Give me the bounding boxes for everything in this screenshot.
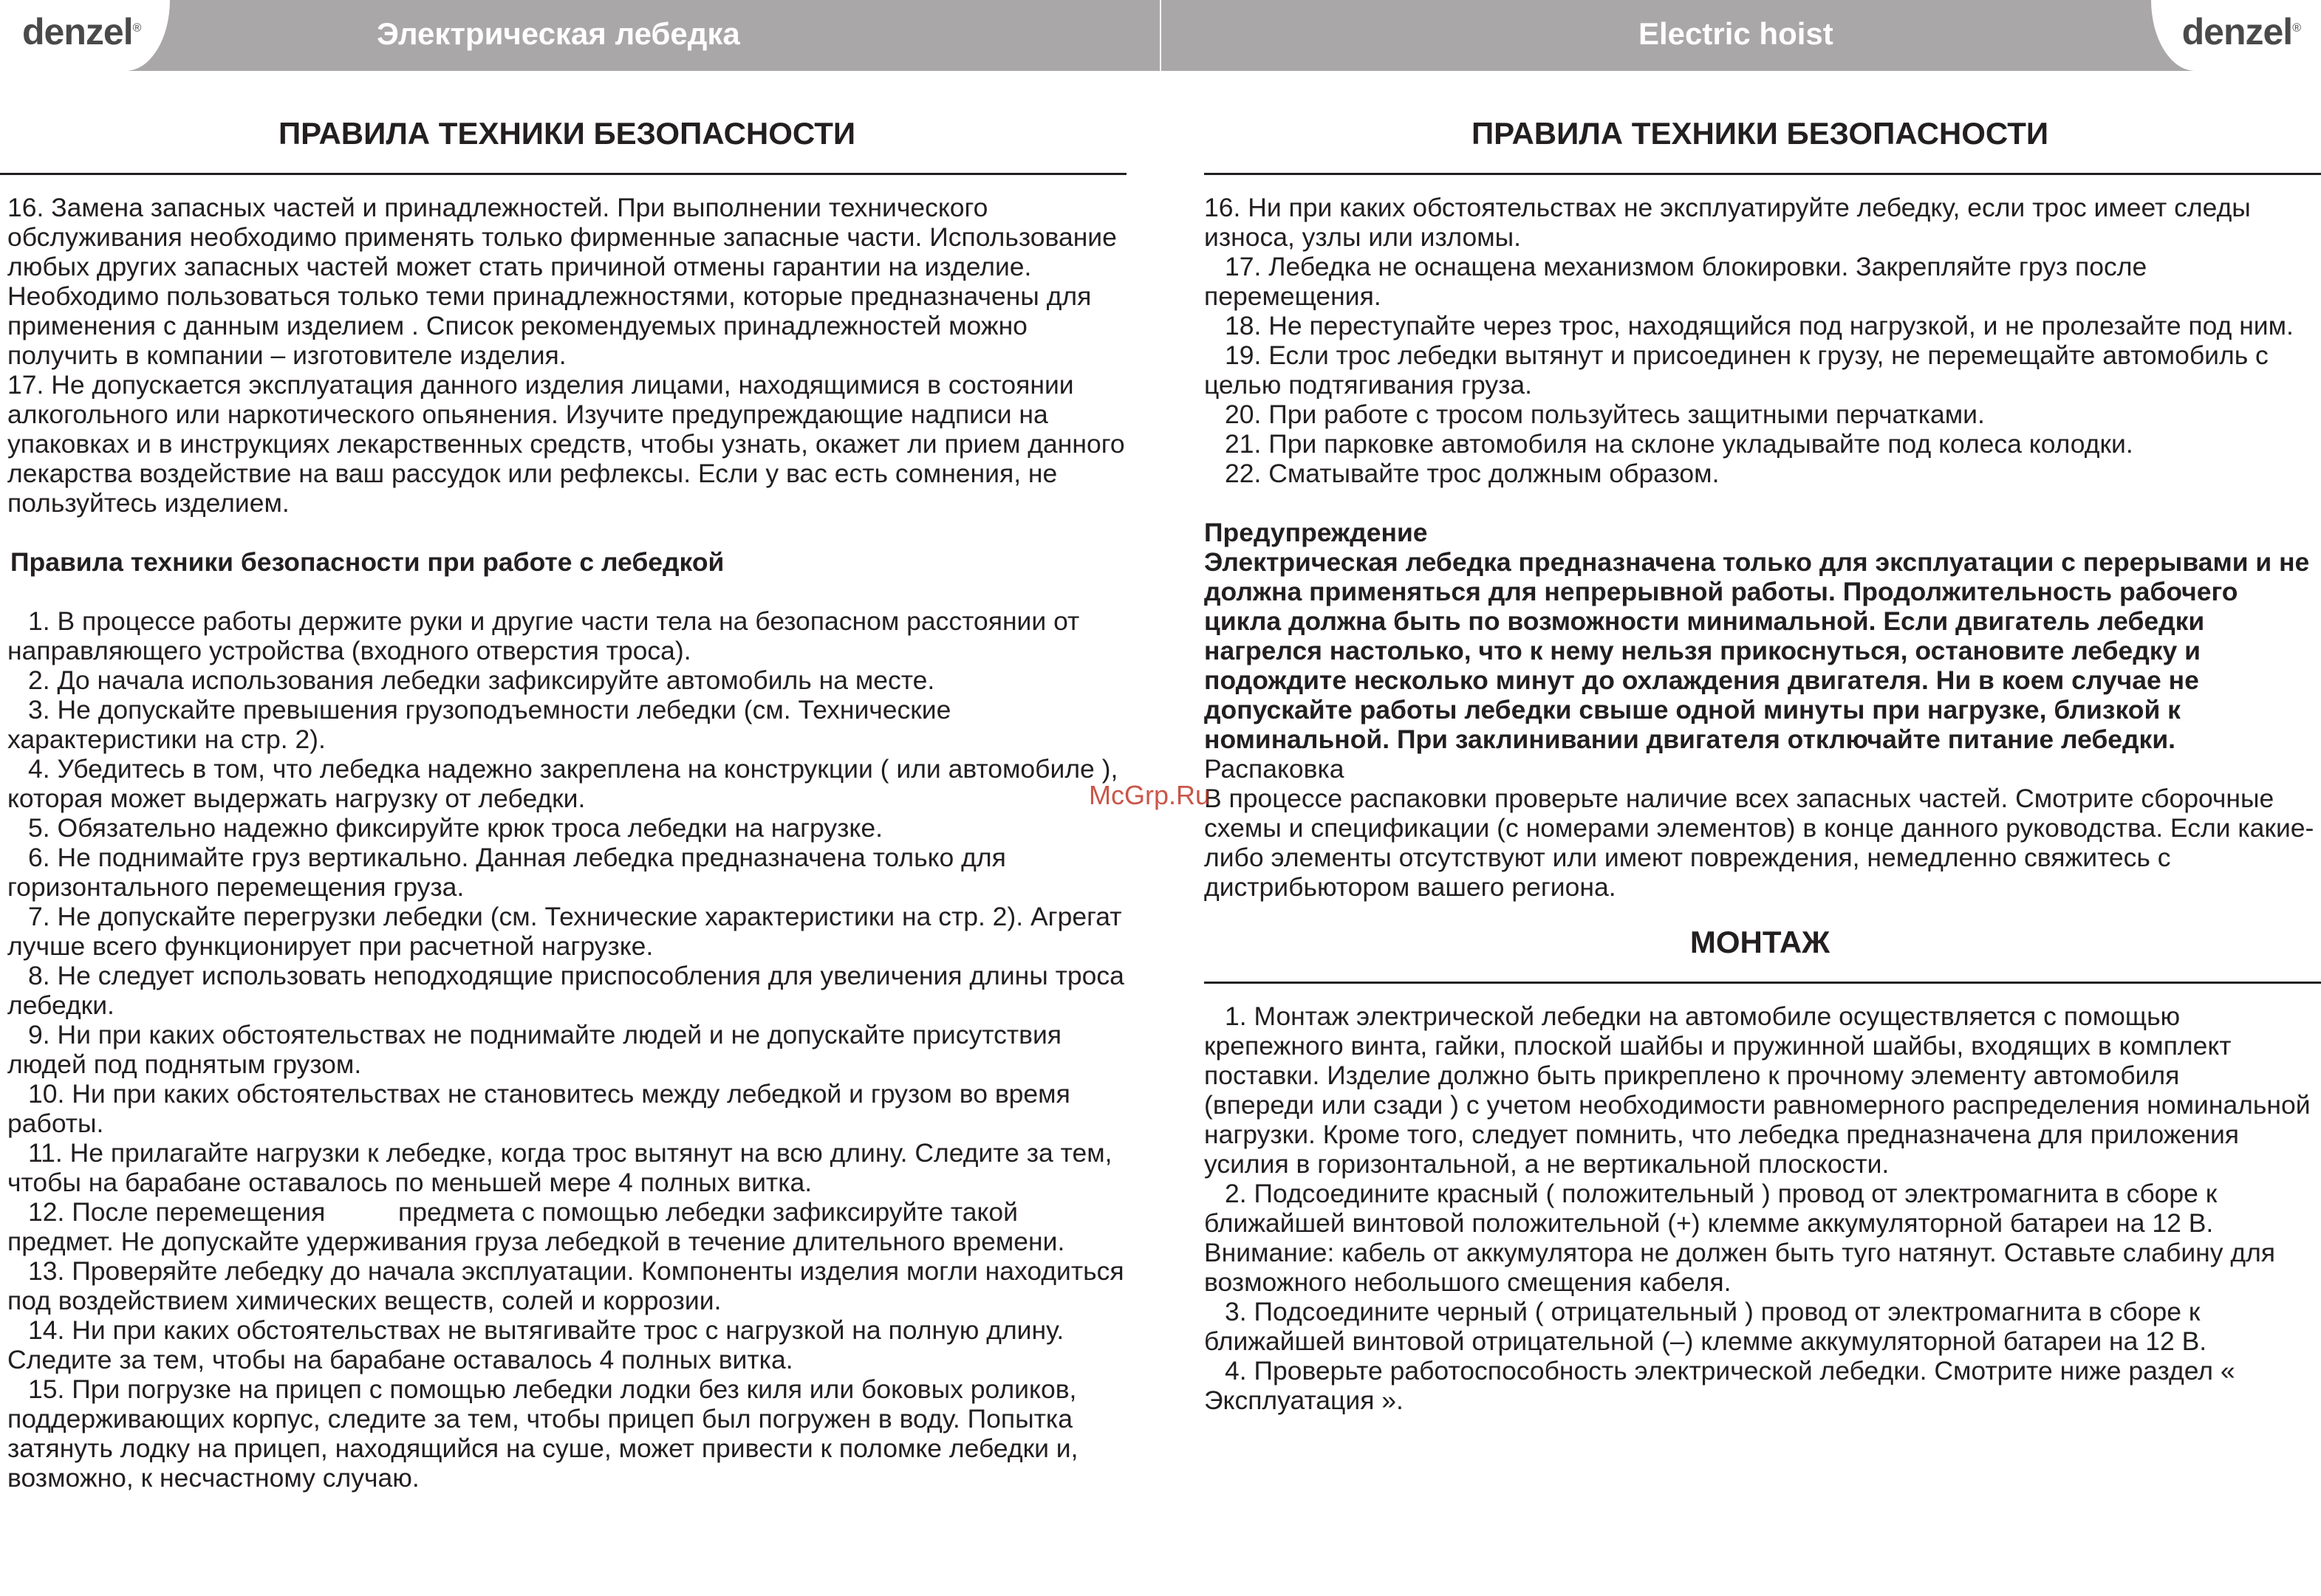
list-item: 17. Лебедка не оснащена механизмом блокировки. Закрепляйте груз после перемещения.: [1204, 252, 2147, 311]
header-band-left: [0, 0, 1160, 71]
left-column: [7, 111, 1127, 1493]
winch-safety-subheading: Правила техники безопасности при работе с лебедкой: [10, 547, 725, 577]
right-section-title: ПРАВИЛА ТЕХНИКИ БЕЗОПАСНОСТИ: [1471, 116, 2049, 151]
list-item: (впереди или сзади ) с учетом необходимости равномерного распределения номинальной нагрузки. Кроме того, следует помнить, что лебедка предназначена для приложения усилия в горизонтальной, а не вертикальной плоскости.: [1204, 1090, 2311, 1179]
denzel-logo-right: denzel®: [2181, 11, 2300, 52]
paragraph-17: 17. Не допускается эксплуатация данного изделия лицами, находящимися в состоянии алкогольного или наркотического опьянения. Изучите предупреждающие надписи на упаковках и в инструкциях лекарственных средств, чтобы узнать, окажет ли прием данного лекарства воздействие на ваш рассудок или рефлексы. Если у вас есть сомнения, не пользуйтесь изделием.: [7, 370, 1125, 518]
list-item: 21. При парковке автомобиля на склоне укладывайте под колеса колодки.: [1225, 429, 2133, 459]
list-item: 11. Не прилагайте нагрузки к лебедке, когда трос вытянут на всю длину. Следите за тем, чтобы на барабане оставалось по меньшей мере 4 полных витка.: [7, 1138, 1112, 1197]
list-item: 16. Ни при каких обстоятельствах не эксплуатируйте лебедку, если трос имеет следы износа, узлы или изломы.: [1204, 193, 2251, 252]
montage-body: [1204, 1001, 2316, 1415]
list-item: 10. Ни при каких обстоятельствах не становитесь между лебедкой и грузом во время работы.: [7, 1079, 1070, 1138]
list-item: 4. Проверьте работоспособность электрической лебедки. Смотрите ниже раздел « Эксплуатация ».: [1204, 1356, 2235, 1415]
list-item: 6. Не поднимайте груз вертикально. Данная лебедка предназначена только для горизонтального перемещения груза.: [7, 843, 1006, 902]
left-divider: [0, 173, 1127, 175]
list-item: 18. Не переступайте через трос, находящийся под нагрузкой, и не пролезайте под ним.: [1225, 311, 2294, 340]
unpacking-text: В процессе распаковки проверьте наличие всех запасных частей. Смотрите сборочные схемы и спецификации (с номерами элементов) в конце данного руководства. Если какие-либо элементы отсутствуют или имеют повреждения, немедленно свяжитесь с дистрибьютором вашего региона.: [1204, 784, 2314, 902]
montage-divider: [1204, 982, 2321, 984]
logo-left: [0, 0, 170, 71]
right-divider: [1204, 173, 2321, 175]
left-body: [7, 193, 1127, 1493]
left-section-title: ПРАВИЛА ТЕХНИКИ БЕЗОПАСНОСТИ: [278, 116, 856, 151]
list-item: 19. Если трос лебедки вытянут и присоединен к грузу, не перемещайте автомобиль с целью подтягивания груза.: [1204, 340, 2269, 400]
unpacking-heading: Распаковка: [1204, 754, 1344, 784]
warning-heading: Предупреждение: [1204, 518, 1428, 547]
right-column: [1204, 111, 2316, 1415]
list-item: 1. Монтаж электрической лебедки на автомобиле осуществляется с помощью крепежного винта, гайки, плоской шайбы и пружинной шайбы, входящих в комплект поставки. Изделие должно быть прикреплено к прочному элементу автомобиля: [1204, 1001, 2232, 1090]
list-item: 7. Не допускайте перегрузки лебедки (см. Технические характеристики на стр. 2). Агрегат лучше всего функционирует при расчетной нагрузке.: [7, 902, 1122, 961]
list-item: 12. После перемещения предмета с помощью лебедки зафиксируйте такой предмет. Не допускайте удерживания груза лебедкой в течение длительного времени.: [7, 1197, 1065, 1256]
header-title-right: Electric hoist: [1638, 16, 1833, 51]
list-item: 9. Ни при каких обстоятельствах не поднимайте людей и не допускайте присутствия людей под поднятым грузом.: [7, 1020, 1062, 1079]
list-item: 4. Убедитесь в том, что лебедка надежно закреплена на конструкции ( или автомобиле ), которая может выдержать нагрузку от лебедки.: [7, 754, 1118, 813]
list-item: 15. При погрузке на прицеп с помощью лебедки лодки без киля или боковых роликов, поддерживающих корпус, следите за тем, чтобы прицеп был погружен в воду. Попытка затянуть лодку на прицеп, находящийся на суше, может привести к поломке лебедки и, возможно, к несчастному случаю.: [7, 1374, 1079, 1493]
header-band-right: [1161, 0, 2321, 71]
list-item: 14. Ни при каких обстоятельствах не вытягивайте трос с нагрузкой на полную длину. Следите за тем, чтобы на барабане оставалось 4 полных витка.: [7, 1315, 1064, 1374]
list-item: 20. При работе с тросом пользуйтесь защитными перчатками.: [1225, 400, 1985, 429]
logo-right: [2151, 0, 2321, 71]
list-item: 2. Подсоедините красный ( положительный ) провод от электромагнита в сборе к ближайшей винтовой положительной (+) клемме аккумуляторной батареи на 12 В. Внимание: кабель от аккумулятора не должен быть туго натянут. Оставьте слабину для возможного небольшого смещения кабеля.: [1204, 1179, 2276, 1297]
warning-text: Электрическая лебедка предназначена только для эксплуатации с перерывами и не должна применяться для непрерывной работы. Продолжительность рабочего цикла должна быть по возможности минимальной. Если двигатель лебедки нагрелся настолько, что к нему нельзя прикоснуться, остановите лебедку и подождите несколько минут до охлаждения двигателя. Ни в коем случае не допускайте работы лебедки свыше одной минуты при нагрузке, близкой к номинальной. При заклинивании двигателя отключайте питание лебедки.: [1204, 547, 2310, 754]
montage-title: МОНТАЖ: [1689, 925, 1831, 959]
montage-section: [1204, 919, 2316, 1415]
watermark: McGrp.Ru: [1089, 780, 1211, 810]
list-item: 8. Не следует использовать неподходящие приспособления для увеличения длины троса лебедки.: [7, 961, 1124, 1020]
list-item: 2. До начала использования лебедки зафиксируйте автомобиль на месте.: [28, 665, 935, 695]
right-body: [1204, 193, 2316, 902]
list-item: 3. Не допускайте превышения грузоподъемности лебедки (см. Технические характеристики на стр. 2).: [7, 695, 951, 754]
denzel-logo-left: denzel®: [22, 11, 141, 52]
list-item: 5. Обязательно надежно фиксируйте крюк троса лебедки на нагрузке.: [28, 813, 883, 843]
list-item: 13. Проверяйте лебедку до начала эксплуатации. Компоненты изделия могли находиться под воздействием химических веществ, солей и коррозии.: [7, 1256, 1124, 1315]
page-header: [0, 0, 2321, 74]
list-item: 3. Подсоедините черный ( отрицательный ) провод от электромагнита в сборе к ближайшей винтовой отрицательной (–) клемме аккумуляторной батареи на 12 В.: [1204, 1297, 2207, 1356]
list-item: 22. Сматывайте трос должным образом.: [1225, 459, 1720, 488]
list-item: 1. В процессе работы держите руки и другие части тела на безопасном расстоянии от направляющего устройства (входного отверстия троса).: [7, 606, 1080, 665]
paragraph-16: 16. Замена запасных частей и принадлежностей. При выполнении технического обслуживания необходимо применять только фирменные запасные части. Использование любых других запасных частей может стать причиной отмены гарантии на изделие. Необходимо пользоваться только теми принадлежностями, которые предназначены для применения с данным изделием . Список рекомендуемых принадлежностей можно получить в компании – изготовителе изделия.: [7, 193, 1117, 370]
header-title-left: Электрическая лебедка: [377, 16, 740, 51]
